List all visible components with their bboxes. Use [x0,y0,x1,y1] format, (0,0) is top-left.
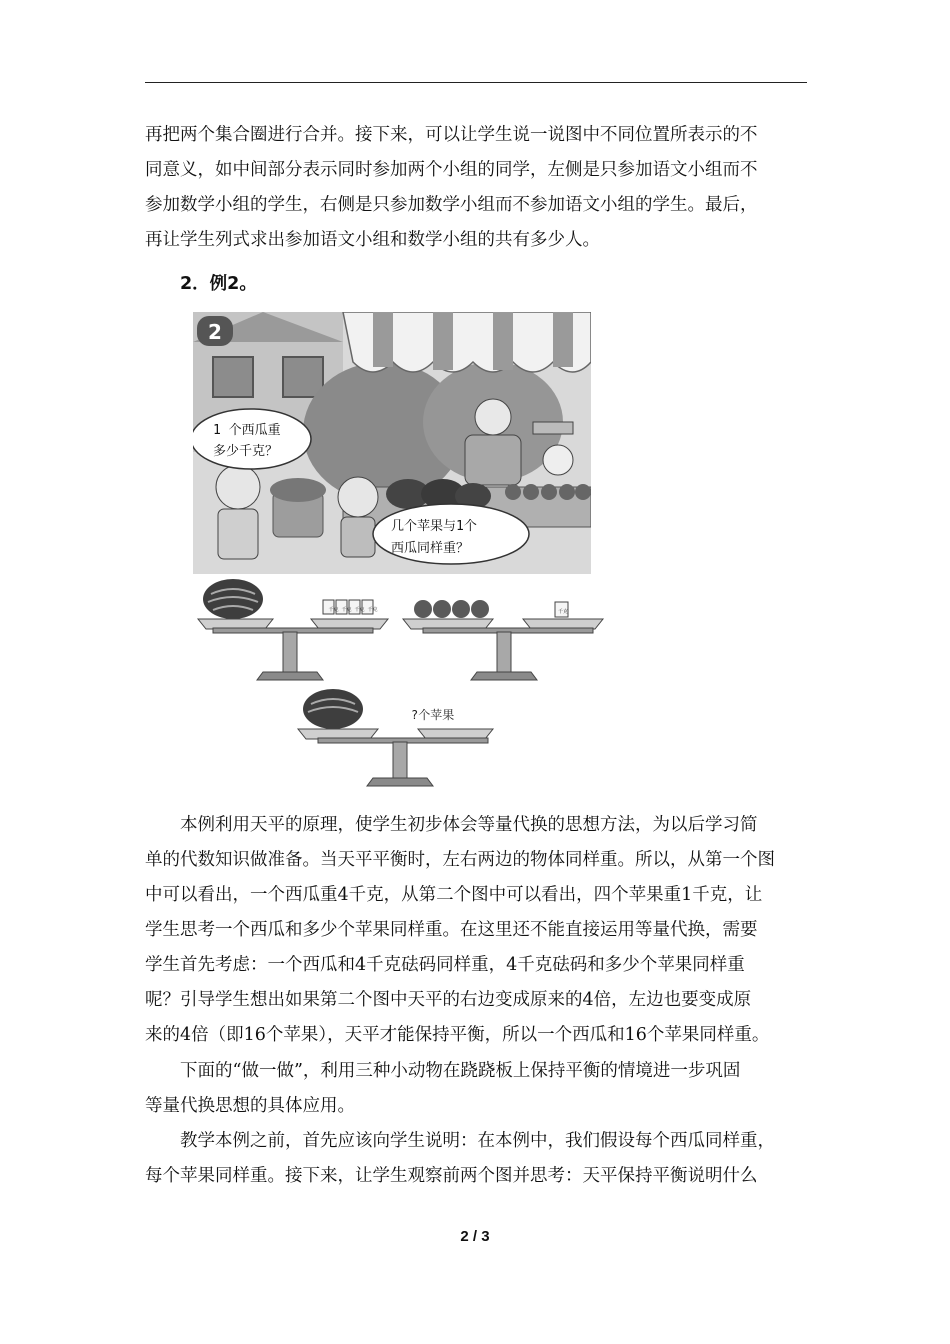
example-badge: 2 [208,320,222,344]
header-rule [145,82,807,83]
text-line: 参加数学小组的学生，右侧是只参加数学小组而不参加语文小组的学生。最后， [145,195,758,215]
balance-scale-3 [298,689,493,786]
balance-scale-1 [198,579,388,680]
text-line: 学生思考一个西瓜和多少个苹果同样重。在这里还不能直接运用等量代换，需要 [145,920,758,940]
weight-label: 千克 [341,607,352,613]
paragraph-teaching [145,1124,807,1194]
text-line: 每个苹果同样重。接下来，让学生观察前两个图并思考：天平保持平衡说明什么 [145,1166,758,1186]
text-line: 本例利用天平的原理，使学生初步体会等量代换的思想方法，为以后学习简 [180,815,758,835]
text-line: 来的4倍（即16个苹果），天平才能保持平衡，所以一个西瓜和16个苹果同样重。 [145,1025,770,1045]
watermelon-icon [303,689,363,729]
text-line: 下面的“做一做”，利用三种小动物在跷跷板上保持平衡的情境进一步巩固 [180,1061,741,1081]
text-line: 再让学生列式求出参加语文小组和数学小组的共有多少人。 [145,230,600,250]
watermelon-icon [203,579,263,619]
bubble-text-2-line2: 西瓜同样重？ [391,541,470,556]
market-scene-illustration [193,312,591,574]
section-heading: 2．例2。 [180,274,257,294]
scale3-label: ?个苹果 [411,708,455,722]
weight-label: 千克 [367,607,378,613]
text-line: 再把两个集合圈进行合并。接下来，可以让学生说一说图中不同位置所表示的不 [145,125,758,145]
bubble-text-1-line1: 1 个西瓜重 [213,423,281,438]
balance-scale-2 [403,600,603,680]
bubble-text-2-line1: 几个苹果与1个 [391,519,477,534]
text-line: 中可以看出，一个西瓜重4千克，从第二个图中可以看出，四个苹果重1千克，让 [145,885,763,905]
balance-scales-illustration [193,574,623,790]
weight-label: 千克 [328,607,339,613]
text-line: 学生首先考虑：一个西瓜和4千克砝码同样重，4千克砝码和多少个苹果同样重 [145,955,745,975]
paragraph-explanation [145,808,807,1053]
page-number: 2 / 3 [460,1228,490,1245]
bubble-text-1-line2: 多少千克？ [213,444,279,459]
text-line: 教学本例之前，首先应该向学生说明：在本例中，我们假设每个西瓜同样重， [180,1131,775,1151]
paragraph-intro [145,118,807,258]
weight-label: 千克 [354,607,365,613]
paragraph-practice [145,1054,807,1124]
text-line: 等量代换思想的具体应用。 [145,1096,355,1116]
text-line: 单的代数知识做准备。当天平平衡时，左右两边的物体同样重。所以，从第一个图 [145,850,775,870]
weight-label: 千克 [558,609,569,615]
text-line: 同意义，如中间部分表示同时参加两个小组的同学，左侧是只参加语文小组而不 [145,160,758,180]
text-line: 呢？引导学生想出如果第二个图中天平的右边变成原来的4倍，左边也要变成原 [145,990,752,1010]
